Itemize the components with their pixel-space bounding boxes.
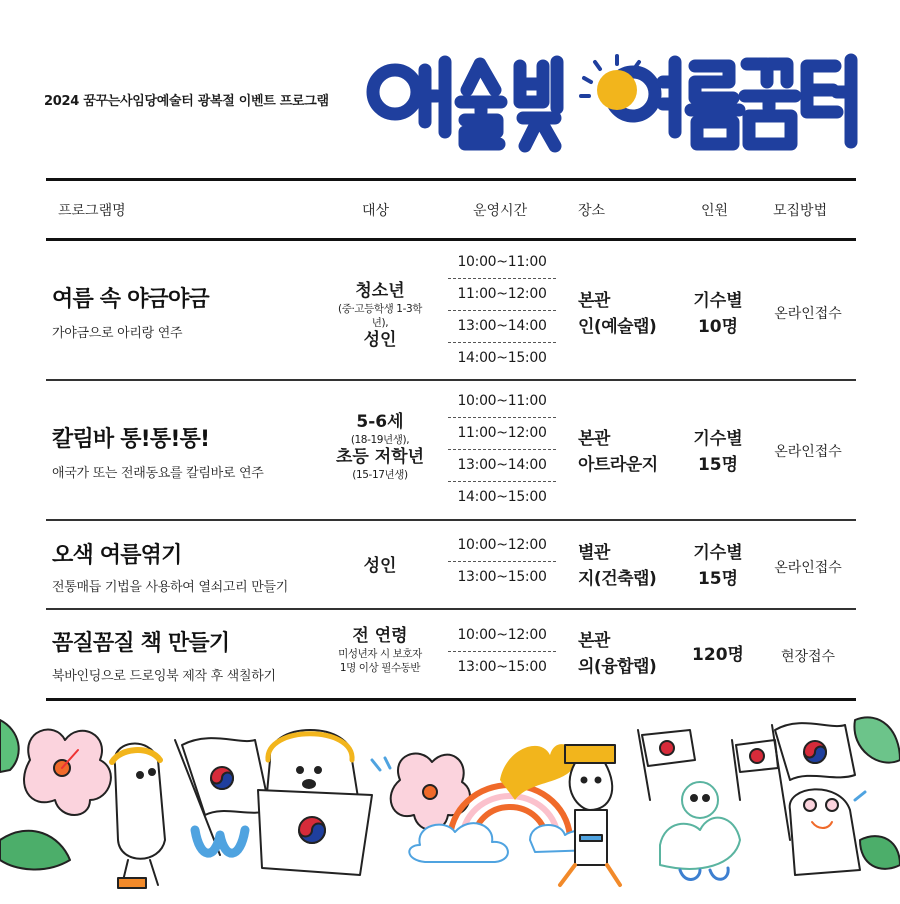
column-header-target: 대상 [362, 203, 390, 219]
program-capacity: 기수별 10명 [693, 291, 743, 337]
leaf-icon [0, 831, 70, 870]
bottom-illustration [0, 700, 900, 900]
program-capacity: 120명 [692, 645, 744, 665]
event-logo [355, 52, 865, 162]
program-place: 본관 아트라운지 [578, 429, 658, 475]
time-slot: 13:00~15:00 [457, 659, 547, 675]
program-capacity: 기수별 15명 [693, 543, 743, 589]
program-method: 온라인접수 [774, 306, 842, 322]
program-times [448, 530, 556, 593]
cartoon-character-icon [772, 723, 860, 875]
column-header-program: 프로그램명 [58, 203, 126, 219]
time-slot: 13:00~14:00 [448, 450, 556, 482]
program-description: 가야금으로 아리랑 연주 [52, 326, 183, 341]
program-target: 전 연령 미성년자 시 보호자 1명 이상 필수동반 [338, 626, 422, 674]
program-times [448, 386, 556, 513]
event-subtitle: 2024 꿈꾸는사임당예술터 광복절 이벤트 프로그램 [44, 94, 329, 109]
hibiscus-flower-icon [24, 730, 111, 815]
program-target: 5-6세 (18-19년생), 초등 저학년 (15-17년생) [335, 412, 425, 481]
row-divider [46, 608, 856, 610]
program-place: 본관 의(융합랩) [578, 631, 657, 677]
taegukgi-flag-icon [732, 740, 778, 800]
time-slot: 13:00~14:00 [448, 311, 556, 343]
time-slot: 11:00~12:00 [448, 418, 556, 450]
program-method: 온라인접수 [774, 560, 842, 576]
program-method: 현장접수 [780, 649, 836, 665]
table-top-rule [46, 178, 856, 181]
time-slot: 10:00~11:00 [448, 386, 556, 418]
time-slot: 10:00~12:00 [448, 620, 556, 652]
program-title: 여름 속 야금야금 [52, 287, 209, 312]
logo-wordmark-icon [355, 52, 865, 162]
table-header-rule [46, 238, 856, 241]
program-description: 애국가 또는 전래동요를 칼림바로 연주 [52, 466, 264, 481]
column-header-people: 인원 [701, 203, 729, 219]
program-target: 성인 [363, 556, 397, 576]
column-header-time: 운영시간 [473, 203, 528, 219]
hibiscus-flower-icon [391, 754, 470, 830]
program-place: 별관 지(건축랩) [578, 543, 657, 589]
cartoon-character-icon [660, 782, 740, 879]
column-header-method: 모집방법 [773, 203, 828, 219]
leaf-icon [854, 717, 900, 762]
sun-icon [581, 56, 639, 110]
column-header-place: 장소 [578, 203, 606, 219]
program-description: 전통매듭 기법을 사용하여 열쇠고리 만들기 [52, 580, 288, 595]
time-slot: 14:00~15:00 [457, 350, 547, 366]
program-description: 북바인딩으로 드로잉북 제작 후 색칠하기 [52, 669, 276, 684]
program-method: 온라인접수 [774, 444, 842, 460]
time-slot: 10:00~12:00 [448, 530, 556, 562]
leaf-icon [860, 836, 900, 869]
time-slot: 10:00~11:00 [448, 247, 556, 279]
program-target: 청소년 (중·고등학생 1-3학년), 성인 [338, 281, 422, 350]
program-times [448, 620, 556, 683]
time-slot: 11:00~12:00 [448, 279, 556, 311]
program-title: 오색 여름엮기 [52, 543, 182, 568]
row-divider [46, 519, 856, 521]
time-slot: 13:00~15:00 [457, 569, 547, 585]
row-divider [46, 379, 856, 381]
program-title: 칼림바 통!통!통! [52, 427, 210, 452]
cloud-icon [409, 823, 508, 862]
program-place: 본관 인(예술랩) [578, 291, 657, 337]
program-capacity: 기수별 15명 [693, 429, 743, 475]
program-times [448, 247, 556, 374]
program-title: 꼼질꼼질 책 만들기 [52, 631, 230, 656]
leaf-icon [0, 720, 19, 772]
cartoon-character-icon [258, 730, 372, 875]
time-slot: 14:00~15:00 [457, 489, 547, 505]
cartoon-character-icon [112, 744, 165, 888]
